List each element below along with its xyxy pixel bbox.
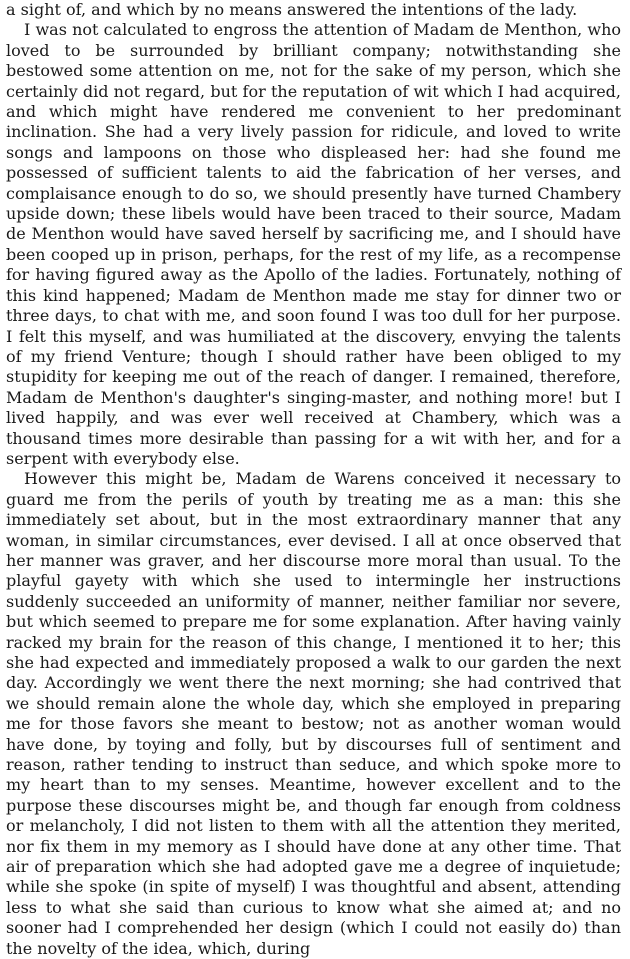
paragraph-continuation: a sight of, and which by no means answered the intentions of the lady. <box>6 0 578 19</box>
page-text <box>6 0 621 959</box>
paragraph-madam-de-menthon: I was not calculated to engross the attention of Madam de Menthon, who loved to be surrounded by brilliant company; notwithstanding she bestowed some attention on me, not for the sake of my person, which she certainly did not regard, but for the reputation of wit which I had acquired, and which might have rendered me convenient to her predominant inclination. She had a very lively passion for ridicule, and loved to write songs and lampoons on those who displeased her: had she found me possessed of sufficient talents to aid the fabrication of her verses, and complaisance enough to do so, we should presently have turned Chambery upside down; these libels would have been traced to their source, Madam de Menthon would have saved herself by sacrificing me, and I should have been cooped up in prison, perhaps, for the rest of my life, as a recompense for having figured away as the Apollo of the ladies. Fortunately, nothing of this kind happened; Madam de Menthon made me stay for dinner two or three days, to chat with me, and soon found I was too dull for her purpose. I felt this myself, and was humiliated at the discovery, envying the talents of my friend Venture; though I should rather have been obliged to my stupidity for keeping me out of the reach of danger. I remained, therefore, Madam de Menthon's daughter's singing-master, and nothing more! but I lived happily, and was ever well received at Chambery, which was a thousand times more desirable than passing for a wit with her, and for a serpent with everybody else. <box>6 20 621 468</box>
paragraph-madam-de-warens: However this might be, Madam de Warens conceived it necessary to guard me from the perils of youth by treating me as a man: this she immediately set about, but in the most extraordinary manner that any woman, in similar circumstances, ever devised. I all at once observed that her manner was graver, and her discourse more moral than usual. To the playful gayety with which she used to intermingle her instructions suddenly succeeded an uniformity of manner, neither familiar nor severe, but which seemed to prepare me for some explanation. After having vainly racked my brain for the reason of this change, I mentioned it to her; this she had expected and immediately proposed a walk to our garden the next day. Accordingly we went there the next morning; she had contrived that we should remain alone the whole day, which she employed in preparing me for those favors she meant to bestow; not as another woman would have done, by toying and folly, but by discourses full of sentiment and reason, rather tending to instruct than seduce, and which spoke more to my heart than to my senses. Meantime, however excellent and to the purpose these discourses might be, and though far enough from coldness or melancholy, I did not listen to them with all the attention they merited, nor fix them in my memory as I should have done at any other time. That air of preparation which she had adopted gave me a degree of inquietude; while she spoke (in spite of myself) I was thoughtful and absent, attending less to what she said than curious to know what she aimed at; and no sooner had I comprehended her design (which I could not easily do) than the novelty of the idea, which, during <box>6 469 621 958</box>
